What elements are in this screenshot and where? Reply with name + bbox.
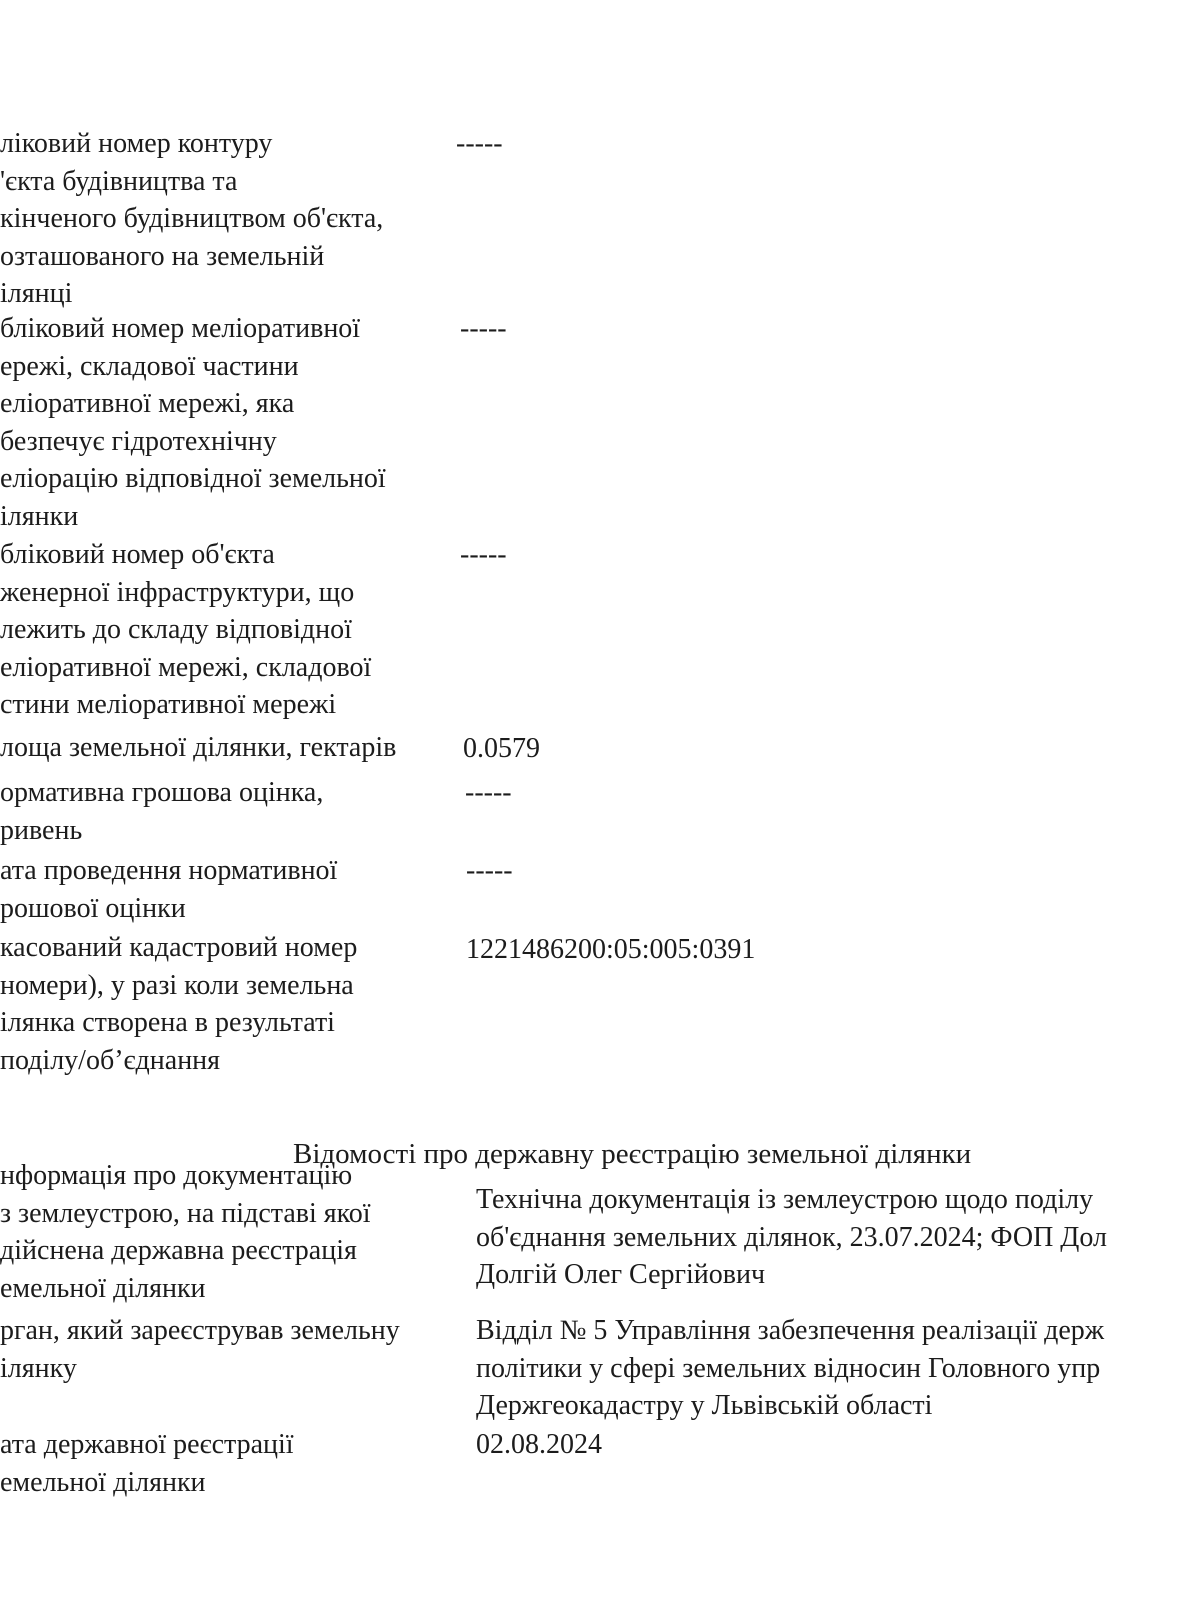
normative-valuation-value: ----- — [465, 777, 512, 808]
area-value: 0.0579 — [463, 733, 540, 764]
cancelled-cadastral-label: касований кадастровий номер номери), у разі коли земельна ілянка створена в результаті поділу/об’єднання — [0, 932, 358, 1076]
area-label: лоща земельної ділянки, гектарів — [0, 732, 397, 763]
valuation-date-label: ата проведення нормативної рошової оцінки — [0, 855, 338, 924]
valuation-date-value: ----- — [466, 855, 513, 886]
registering-authority-value: Відділ № 5 Управління забезпечення реалізації держ політики у сфері земельних відносин Головного упр Держгеокадастру у Львівській області — [476, 1315, 1105, 1421]
melioration-network-value: ----- — [460, 313, 507, 344]
section-title: Відомості про державну реєстрацію земельної ділянки — [293, 1138, 972, 1170]
normative-valuation-label: ормативна грошова оцінка, ривень — [0, 777, 324, 846]
contour-number-label: ліковий номер контуру 'єкта будівництва та кінченого будівництвом об'єкта, озташованого на земельній ілянці — [0, 128, 384, 309]
documentation-value: Технічна документація із землеустрою щодо поділу об'єднання земельних ділянок, 23.07.2024; ФОП Дол Долгій Олег Сергійович — [476, 1184, 1108, 1290]
cancelled-cadastral-value: 1221486200:05:005:0391 — [466, 934, 756, 965]
engineering-infrastructure-label: бліковий номер об'єкта женерної інфраструктури, що лежить до складу відповідної еліоративної мережі, складової стини меліоративної мережі — [0, 539, 372, 720]
registering-authority-label: рган, який зареєстрував земельну ілянку — [0, 1315, 400, 1384]
engineering-infrastructure-value: ----- — [460, 539, 507, 570]
registration-date-value: 02.08.2024 — [476, 1429, 602, 1460]
contour-number-value: ----- — [456, 128, 503, 159]
documentation-label: нформація про документацію з землеустрою, на підставі якої дійснена державна реєстрація емельної ділянки — [0, 1160, 371, 1304]
melioration-network-label: бліковий номер меліоративної ережі, складової частини еліоративної мережі, яка безпечує гідротехнічну еліорацію відповідної земельної ілянки — [0, 313, 386, 532]
registration-date-label: ата державної реєстрації емельної ділянки — [0, 1429, 294, 1498]
